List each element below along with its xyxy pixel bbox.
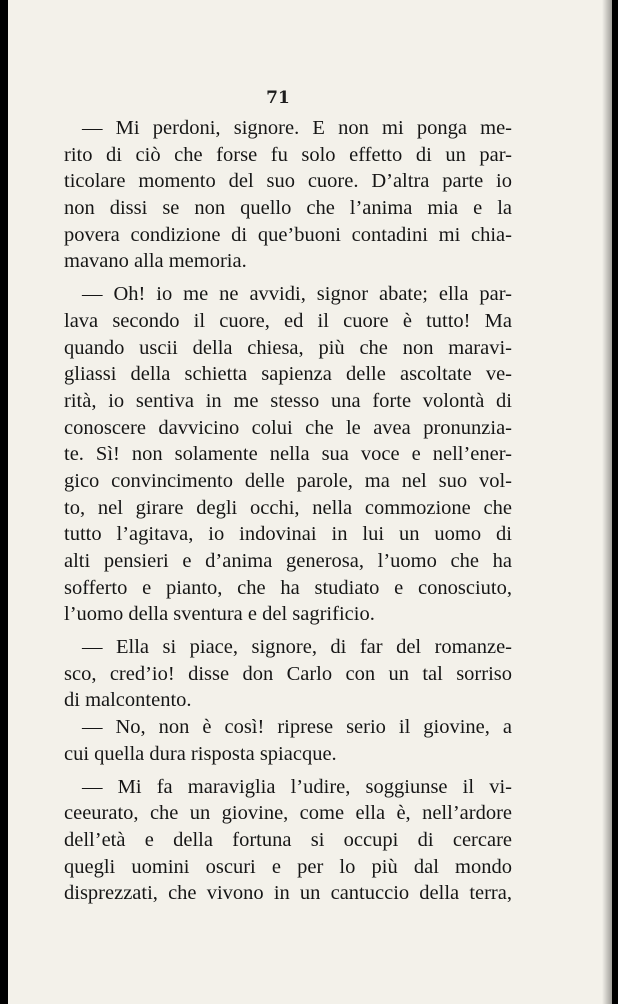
text-line: gliassi della schietta sapienza delle ascoltate ve-	[64, 363, 512, 386]
text-line: sofferto e pianto, che ha studiato e conosciuto,	[64, 576, 512, 599]
text-line: — Ella si piace, signore, di far del romanze-	[82, 636, 512, 659]
text-line: quegli uomini oscuri e per lo più dal mondo	[64, 855, 512, 878]
text-line: l’uomo della sventura e del sagrificio.	[64, 603, 375, 626]
text-line: ticolare momento del suo cuore. D’altra parte io	[64, 170, 512, 193]
text-line: povera condizione di que’buoni contadini mi chia-	[64, 223, 512, 246]
text-line: lava secondo il cuore, ed il cuore è tutto! Ma	[64, 309, 512, 332]
text-line: mavano alla memoria.	[64, 250, 247, 273]
page-edge-shadow	[602, 0, 612, 1004]
text-line: non dissi se non quello che l’anima mia e la	[64, 197, 512, 220]
text-line: alti pensieri e d’anima generosa, l’uomo che ha	[64, 550, 512, 572]
text-line: quando uscii della chiesa, più che non maravi-	[64, 336, 512, 359]
book-page	[8, 0, 612, 1004]
text-line: te. Sì! non solamente nella sua voce e nell’ener-	[64, 443, 512, 466]
text-line: rito di ciò che forse fu solo effetto di un par-	[64, 143, 512, 166]
text-line: — Mi fa maraviglia l’udire, soggiunse il vi-	[82, 775, 512, 798]
text-line: ceeurato, che un giovine, come ella è, nell’ardore	[64, 802, 512, 825]
text-line: rità, io sentiva in me stesso una forte volontà di	[64, 389, 512, 412]
text-line: di malcontento.	[64, 689, 192, 712]
text-line: tutto l’agitava, io indovinai in lui un uomo di	[64, 523, 512, 546]
text-line: conoscere davvicino colui che le avea pronunzia-	[64, 416, 512, 439]
page-number: 71	[266, 88, 290, 108]
text-line: — No, non è così! riprese serio il giovine, a	[82, 716, 512, 739]
text-line: gico convincimento delle parole, ma nel suo vol-	[64, 469, 512, 492]
text-line: disprezzati, che vivono in un cantuccio della terra,	[64, 882, 512, 905]
text-line: sco, cred’io! disse don Carlo con un tal sorriso	[64, 662, 512, 685]
text-line: — Oh! io me ne avvidi, signor abate; ella par-	[82, 283, 512, 306]
text-line: cui quella dura risposta spiacque.	[64, 742, 337, 765]
text-line: to, nel girare degli occhi, nella commozione che	[64, 496, 512, 519]
body-text	[64, 115, 512, 907]
text-line: — Mi perdoni, signore. E non mi ponga me-	[82, 117, 512, 139]
text-line: dell’età e della fortuna si occupi di cercare	[64, 828, 512, 851]
